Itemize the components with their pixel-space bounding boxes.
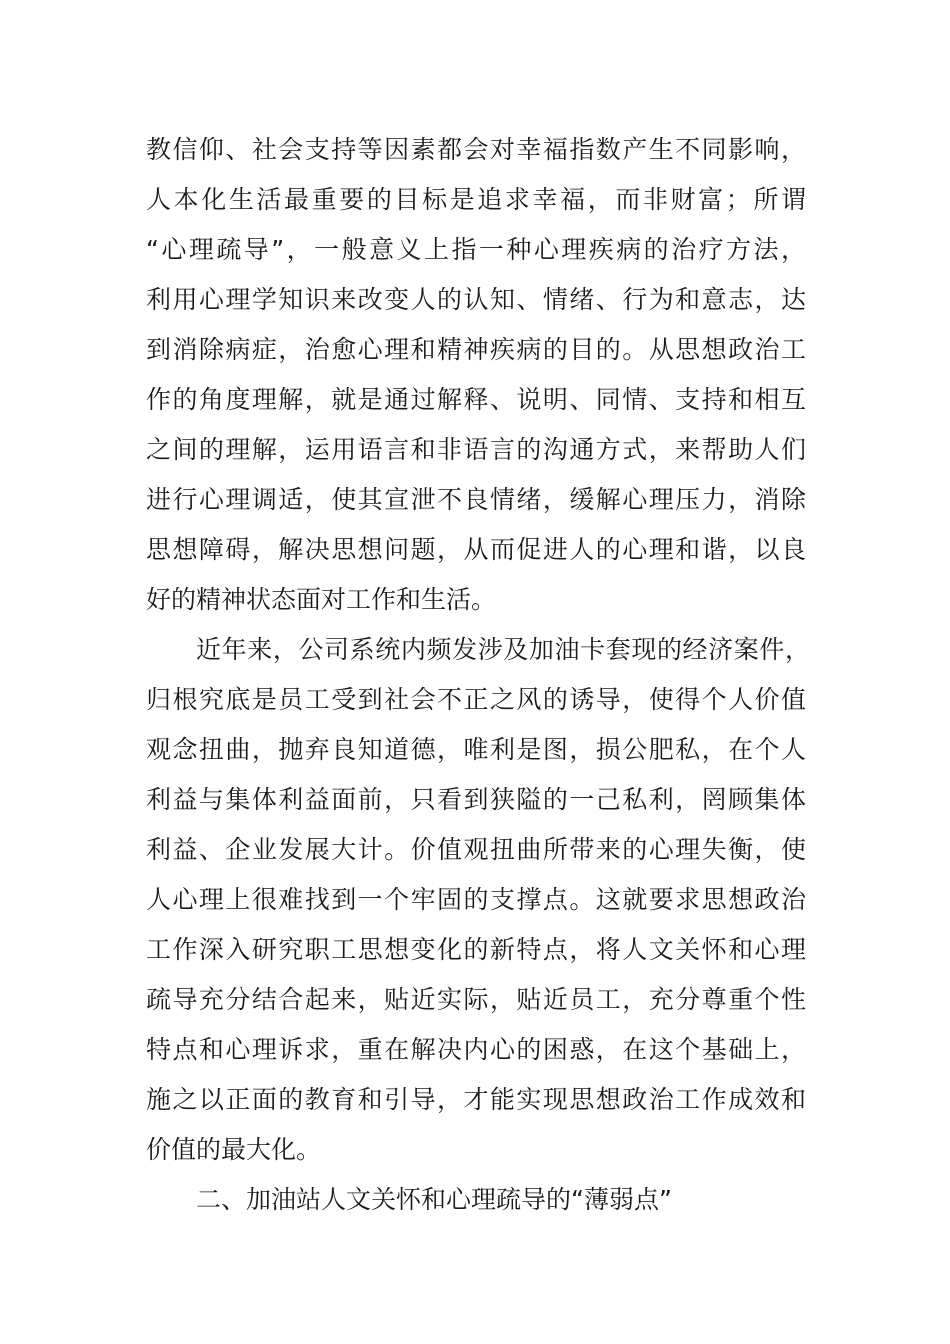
paragraph-1-line: 进行心理调适，使其宣泄不良情绪，缓解心理压力，消除 (146, 485, 806, 514)
paragraph-1-line: 好的精神状态面对工作和生活。 (146, 585, 497, 614)
paragraph-1-line: 思想障碍，解决思想问题，从而促进人的心理和谐，以良 (146, 535, 806, 564)
paragraph-2-line: 特点和心理诉求，重在解决内心的困惑，在这个基础上， (146, 1035, 806, 1064)
paragraph-2-line: 观念扭曲，抛弃良知道德，唯利是图，损公肥私，在个人 (146, 735, 806, 764)
section-heading: 二、加油站人文关怀和心理疏导的“薄弱点” (196, 1185, 672, 1214)
paragraph-2-line: 近年来，公司系统内频发涉及加油卡套现的经济案件， (196, 635, 810, 664)
paragraph-1-line: 之间的理解，运用语言和非语言的沟通方式，来帮助人们 (146, 435, 806, 464)
paragraph-2-line: 归根究底是员工受到社会不正之风的诱导，使得个人价值 (146, 685, 806, 714)
paragraph-2-line: 施之以正面的教育和引导，才能实现思想政治工作成效和 (146, 1085, 806, 1114)
paragraph-1-line: 作的角度理解，就是通过解释、说明、同情、支持和相互 (146, 385, 806, 414)
paragraph-1-line: 人本化生活最重要的目标是追求幸福，而非财富；所谓 (146, 185, 806, 214)
paragraph-2-line: 价值的最大化。 (146, 1135, 322, 1164)
paragraph-1-line: 到消除病症，治愈心理和精神疾病的目的。从思想政治工 (146, 335, 806, 364)
paragraph-1-line: “心理疏导”，一般意义上指一种心理疾病的治疗方法， (146, 235, 806, 264)
paragraph-2-line: 利益、企业发展大计。价值观扭曲所带来的心理失衡，使 (146, 835, 806, 864)
paragraph-2-line: 利益与集体利益面前，只看到狭隘的一己私利，罔顾集体 (146, 785, 806, 814)
paragraph-2-line: 工作深入研究职工思想变化的新特点，将人文关怀和心理 (146, 935, 806, 964)
paragraph-1-line: 利用心理学知识来改变人的认知、情绪、行为和意志，达 (146, 285, 806, 314)
paragraph-2-line: 人心理上很难找到一个牢固的支撑点。这就要求思想政治 (146, 885, 806, 914)
paragraph-1-line: 教信仰、社会支持等因素都会对幸福指数产生不同影响， (146, 135, 806, 164)
paragraph-2-line: 疏导充分结合起来，贴近实际，贴近员工，充分尊重个性 (146, 985, 806, 1014)
